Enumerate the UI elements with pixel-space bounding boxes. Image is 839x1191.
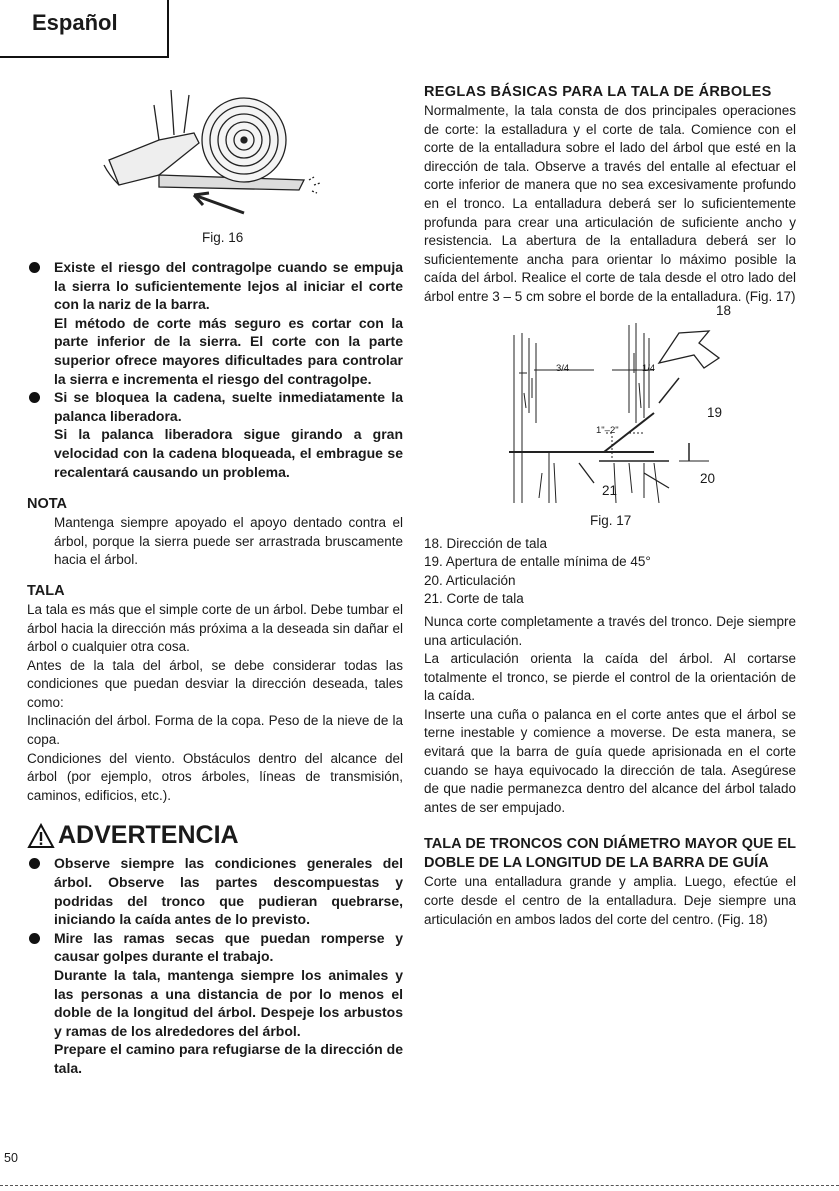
troncos-heading: TALA DE TRONCOS CON DIÁMETRO MAYOR QUE EL DOBLE DE LA LONGITUD DE LA BARRA DE GUÍA <box>424 836 796 872</box>
warn-bullet-conditions <box>27 854 403 928</box>
right-column <box>424 83 796 929</box>
bottom-dashed-line <box>0 1185 839 1186</box>
warn-bullet-branches <box>27 929 403 1078</box>
language-tab <box>0 0 169 58</box>
warning-label: ADVERTENCIA <box>58 821 239 850</box>
bullet-kickback-line2: El método de corte más seguro es cortar con la parte inferior de la sierra. El corte con la parte superior ofrece mayores dificultades para controlar la sierra e incrementa el riesgo del contragolpe. <box>54 314 403 387</box>
nota-text: Mantenga siempre apoyado el apoyo dentado contra el árbol, porque la sierra puede ser arrastrada bruscamente hacia el árbol. <box>54 515 403 568</box>
bullet-dot <box>29 392 40 403</box>
tala-p4: Condiciones del viento. Obstáculos dentro del alcance del árbol (por ejemplo, otros árboles, líneas de transmisión, caminos, edificios, etc.). <box>27 750 403 803</box>
warn-bullet-branches-line3: Prepare el camino para refugiarse de la dirección de tala. <box>54 1041 403 1076</box>
bullet-dot <box>29 858 40 869</box>
fig17 <box>424 302 796 535</box>
fig17-label-21: 21 <box>602 482 618 498</box>
legend-item: 21. Corte de tala <box>424 591 524 607</box>
nota-heading: NOTA <box>27 496 68 513</box>
fig17-label-18: 18 <box>716 302 732 318</box>
warn-bullet-conditions-text: Observe siempre las condiciones generales del árbol. Observe las partes descompuestas y podridas del tronco que pudieran quebrarse, iniciando la caída antes de lo previsto. <box>54 855 403 928</box>
bullet-kickback-line1: Existe el riesgo del contragolpe cuando se empuja la sierra lo suficientemente lejos al iniciar el corte con la nariz de la barra. <box>54 259 403 313</box>
fig17-label-20: 20 <box>700 470 716 486</box>
reglas-heading: REGLAS BÁSICAS PARA LA TALA DE ÁRBOLES <box>424 84 772 100</box>
page-number: 50 <box>4 1151 18 1165</box>
fig17-dim-14: 1/4 <box>642 362 656 374</box>
p-nunca: Nunca corte completamente a través del tronco. Deje siempre una articulación. <box>424 613 796 648</box>
bullet-chain-line1: Si se bloquea la cadena, suelte inmediatamente la palanca liberadora. <box>54 389 403 424</box>
warn-bullet-branches-line2: Durante la tala, mantenga siempre los animales y las personas a una distancia de por lo menos el doble de la longitud del árbol. Despeje los arbustos y ramas de los alrededores del árbol. <box>54 967 403 1039</box>
fig17-legend <box>424 535 796 609</box>
tala-heading: TALA <box>27 582 65 599</box>
bullet-kickback <box>27 258 403 388</box>
legend-item: 20. Articulación <box>424 572 516 588</box>
fig17-caption: Fig. 17 <box>590 512 632 528</box>
fig17-dim-12: 1"–2" <box>596 424 619 436</box>
tala-p3: Inclinación del árbol. Forma de la copa. Peso de la nieve de la copa. <box>27 713 403 748</box>
fig16-illustration <box>99 85 339 225</box>
bullet-dot <box>29 933 40 944</box>
warning-heading <box>27 821 403 850</box>
troncos-text: Corte una entalladura grande y amplia. Luego, efectúe el corte desde el centro de la entalladura. Deje siempre una articulación en ambos lados del corte del centro. (Fig. 18) <box>424 874 796 927</box>
fig16-caption: Fig. 16 <box>202 230 244 245</box>
legend-item: 18. Dirección de tala <box>424 535 548 551</box>
p-cuna: Inserte una cuña o palanca en el corte antes que el árbol se terne inestable y comience a moverse. De esta manera, se evitará que la barra de guía quede aprisionada en el corte cuando se haya equivocado la dirección de tala. Asegúrese de que nadie permanezca dentro del alcance del árbol talado antes de ser empujado. <box>424 706 796 815</box>
legend-item: 19. Apertura de entalle mínima de 45° <box>424 554 651 570</box>
fig17-label-19: 19 <box>707 404 723 420</box>
reglas-text: Normalmente, la tala consta de dos principales operaciones de corte: la estalladura y el corte de tala. Comience con el corte de la entalladura sobre el lado del árbol que esté en la dirección de tala. Observe a través del entalle al efectuar el corte inferior de manera que no sea excesivamente profundo en el tronco. La entalladura deberá ser lo suficientemente profunda para crear una articulación de suficiente ancho y resistencia. La abertura de la entalladura deberá ser lo suficientemente ancha para orientar lo máximo posible la caída del árbol. Realice el corte de tala desde el otro lado del árbol entre 3 – 5 cm sobre el borde de la entalladura. (Fig. 17) <box>424 103 796 304</box>
bullet-chain-line2: Si la palanca liberadora sigue girando a gran velocidad con la cadena bloqueada, el embrague se recalentará causando un problema. <box>54 426 403 480</box>
fig17-dim-34: 3/4 <box>556 362 570 374</box>
fig17-illustration <box>494 313 774 513</box>
p-articulacion: La articulación orienta la caída del árbol. Al cortarse totalmente el tronco, se pierde el control de la orientación de la caída. <box>424 651 796 704</box>
tala-p1: La tala es más que el simple corte de un árbol. Debe tumbar el árbol hacia la dirección más próxima a la deseada sin dañar el árbol o cualquier otra cosa. <box>27 601 403 655</box>
bullet-dot <box>29 262 40 273</box>
warn-bullet-branches-line1: Mire las ramas secas que puedan romperse y causar golpes durante el trabajo. <box>54 929 403 965</box>
tala-p2: Antes de la tala del árbol, se debe considerar todas las condiciones que puedan desviar la dirección deseada, tales como: <box>27 657 403 710</box>
language-label: Español <box>32 10 118 35</box>
warning-triangle-icon <box>27 823 55 849</box>
bullet-chain-lock <box>27 388 403 481</box>
